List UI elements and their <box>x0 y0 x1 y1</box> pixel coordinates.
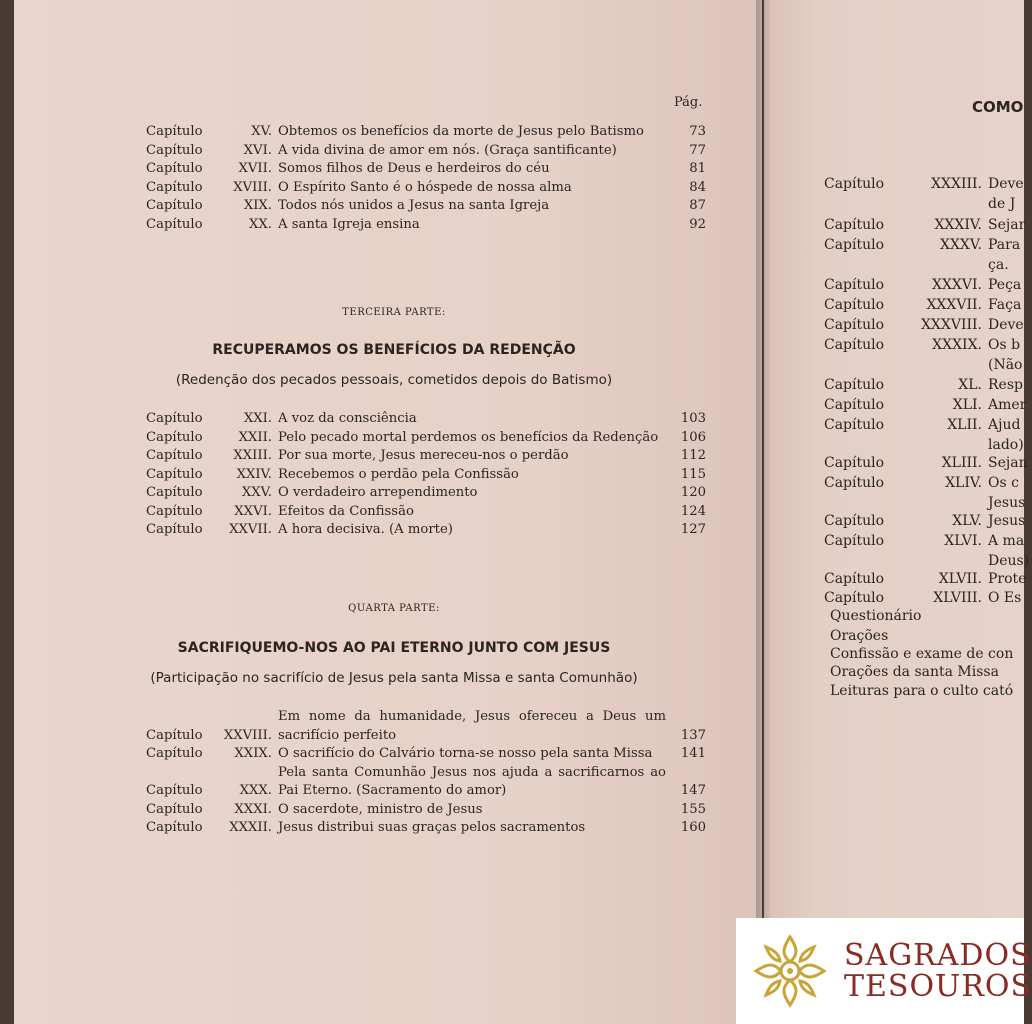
chapter-number: XX. <box>249 216 272 232</box>
toc-entry <box>146 216 706 235</box>
chapter-number: XVII. <box>238 161 272 176</box>
right-toc-entry <box>824 317 1024 333</box>
chapter-title-fragment: Faça <box>988 297 1022 313</box>
chapter-label: Capítulo <box>824 590 885 606</box>
chapter-number: XLVII. <box>938 571 982 587</box>
right-toc-entry <box>988 437 1024 453</box>
right-toc-entry <box>824 337 1020 353</box>
chapter-label: Capítulo <box>146 466 203 482</box>
chapter-title: Pelo pecado mortal perdemos os benefícios da Redenção <box>278 429 659 445</box>
page-number: 141 <box>680 746 706 761</box>
chapter-title: O verdadeiro arrependimento <box>278 485 478 500</box>
logo-line2: TESOUROS <box>844 969 1032 1004</box>
right-extra-entry: Confissão e exame de con <box>830 646 1014 662</box>
chapter-number: XXVII. <box>229 522 272 537</box>
right-toc-entry <box>824 571 1026 587</box>
right-toc-entry <box>988 553 1029 569</box>
chapter-title-fragment: (Não <box>988 357 1023 373</box>
right-toc-entry <box>988 196 1015 212</box>
chapter-title-fragment: Ajud <box>988 417 1021 433</box>
chapter-number: XXX. <box>239 783 272 798</box>
right-toc-entry <box>824 297 1021 313</box>
part4-title: SACRIFIQUEMO-NOS AO PAI ETERNO JUNTO COM JESUS <box>177 640 611 656</box>
chapter-label: Capítulo <box>824 571 885 587</box>
chapter-title: Recebemos o perdão pela Confissão <box>278 466 519 482</box>
chapter-label: Capítulo <box>824 475 885 491</box>
chapter-title-fragment: Deve <box>988 176 1024 192</box>
chapter-title: A hora decisiva. (A morte) <box>278 522 453 537</box>
chapter-number: XXXI. <box>234 801 272 817</box>
part3-label: TERCEIRA PARTE: <box>342 307 446 318</box>
right-toc-entry <box>824 277 1021 293</box>
toc-part4 <box>146 708 706 838</box>
chapter-number: XXII. <box>238 429 272 445</box>
chapter-number: XLVIII. <box>933 590 982 606</box>
toc-entry <box>146 819 706 838</box>
chapter-label: Capítulo <box>146 216 203 232</box>
chapter-title-fragment: Resp <box>988 377 1023 393</box>
chapter-number: XLV. <box>952 513 982 529</box>
chapter-label: Capítulo <box>824 317 885 333</box>
toc-entry <box>146 503 706 522</box>
chapter-label: Capítulo <box>824 297 885 313</box>
chapter-number: XXXIII. <box>931 176 982 192</box>
right-extra-entry: Orações <box>830 628 889 644</box>
right-toc-entry <box>824 475 1019 491</box>
page-number: 124 <box>680 503 706 519</box>
book-gutter <box>756 0 770 1024</box>
chapter-label: Capítulo <box>824 417 885 433</box>
chapter-number: XXIX. <box>234 746 272 761</box>
chapter-title-fragment: Os b <box>988 337 1021 353</box>
right-extra-entry: Questionário <box>830 608 922 624</box>
chapter-title: Pela santa Comunhão Jesus nos ajuda a sacrificarnos ao Pai Eterno. (Sacramento do amor) <box>278 764 666 798</box>
ornament-cross-icon <box>752 933 828 1009</box>
right-extra-entry: Leituras para o culto cató <box>830 683 1014 699</box>
toc-entry <box>146 745 706 764</box>
chapter-label: Capítulo <box>146 179 203 195</box>
right-page-header: COMO <box>972 98 1024 116</box>
page-number: 77 <box>689 142 706 158</box>
chapter-title: Efeitos da Confissão <box>278 503 414 519</box>
chapter-title: Obtemos os benefícios da morte de Jesus pelo Batismo <box>278 124 644 139</box>
chapter-title: Todos nós unidos a Jesus na santa Igreja <box>278 198 550 213</box>
chapter-title-fragment: Jesus <box>988 495 1026 511</box>
part3-subtitle: (Redenção dos pecados pessoais, cometidos depois do Batismo) <box>175 372 613 388</box>
page-number: 155 <box>680 801 706 817</box>
chapter-number: XXVIII. <box>223 727 272 743</box>
page-number: 84 <box>689 179 706 195</box>
toc-entry <box>146 197 706 216</box>
chapter-number: XXXIX. <box>932 337 982 353</box>
chapter-label: Capítulo <box>146 727 203 743</box>
chapter-title-fragment: Deus) <box>988 553 1030 569</box>
right-toc-entry <box>824 176 1024 192</box>
page-column-label: Pág. <box>674 95 703 110</box>
right-toc-entry <box>988 495 1025 511</box>
page-number: 81 <box>689 161 706 176</box>
toc-entry <box>146 521 706 540</box>
toc-entry <box>146 142 706 161</box>
chapter-title-fragment: lado) <box>988 437 1024 453</box>
right-toc-entry <box>824 590 1021 606</box>
chapter-title-fragment: O Es <box>988 590 1022 606</box>
chapter-number: XXV. <box>241 485 272 500</box>
chapter-title-fragment: de J <box>988 196 1016 212</box>
chapter-title: Somos filhos de Deus e herdeiros do céu <box>278 161 550 176</box>
page-number: 106 <box>680 429 706 445</box>
page-number: 112 <box>680 448 706 463</box>
chapter-title: O Espírito Santo é o hóspede de nossa alma <box>278 179 572 195</box>
chapter-title: A vida divina de amor em nós. (Graça santificante) <box>278 142 617 158</box>
chapter-label: Capítulo <box>824 237 885 253</box>
chapter-number: XXXII. <box>229 820 272 835</box>
chapter-number: XXI. <box>243 411 272 426</box>
right-page <box>764 0 1030 1024</box>
chapter-number: XXIV. <box>236 466 272 482</box>
toc-part3 <box>146 410 706 540</box>
page-number: 115 <box>680 466 706 482</box>
chapter-label: Capítulo <box>824 217 885 233</box>
toc-entry <box>146 160 706 179</box>
chapter-number: XVI. <box>243 142 272 158</box>
chapter-number: XXXVI. <box>932 277 982 293</box>
chapter-number: XL. <box>958 377 982 393</box>
page-number: 92 <box>689 216 706 232</box>
chapter-title: A santa Igreja ensina <box>278 216 420 232</box>
chapter-number: XXXIV. <box>934 217 982 233</box>
chapter-number: XLIII. <box>941 455 982 471</box>
chapter-label: Capítulo <box>146 820 203 835</box>
right-toc-entry <box>824 237 1020 253</box>
page-number: 103 <box>680 411 706 426</box>
toc-entry <box>146 466 706 485</box>
chapter-label: Capítulo <box>824 337 885 353</box>
chapter-number: XLIV. <box>945 475 982 491</box>
toc-entry <box>146 410 706 429</box>
page-number: 120 <box>680 485 706 500</box>
logo-line1: SAGRADOS <box>844 938 1032 973</box>
chapter-label: Capítulo <box>146 485 203 500</box>
toc-entry <box>146 179 706 198</box>
page-number: 160 <box>680 820 706 835</box>
chapter-title-fragment: Sejan <box>988 455 1028 471</box>
chapter-number: XXVI. <box>234 503 272 519</box>
right-toc-entry <box>824 377 1023 393</box>
chapter-label: Capítulo <box>146 522 203 537</box>
right-toc-entry <box>824 417 1020 433</box>
chapter-title-fragment: Peça <box>988 277 1022 293</box>
chapter-title-fragment: A ma <box>988 533 1025 549</box>
chapter-number: XXXVII. <box>926 297 982 313</box>
chapter-label: Capítulo <box>146 161 203 176</box>
right-toc-entry <box>824 455 1028 471</box>
chapter-label: Capítulo <box>146 142 203 158</box>
chapter-number: XXXV. <box>939 237 982 253</box>
toc-entry <box>146 123 706 142</box>
chapter-label: Capítulo <box>146 198 203 213</box>
right-toc-entry <box>824 513 1025 529</box>
chapter-number: XLI. <box>952 397 982 413</box>
chapter-title: Em nome da humanidade, Jesus ofereceu a Deus um sacrifício perfeito <box>278 709 666 743</box>
chapter-label: Capítulo <box>824 513 885 529</box>
chapter-title: Por sua morte, Jesus mereceu-nos o perdão <box>278 448 569 463</box>
chapter-title-fragment: Os c <box>988 475 1019 491</box>
right-toc-entry <box>824 533 1024 549</box>
page-number: 127 <box>680 522 706 537</box>
watermark-logo <box>736 918 1032 1024</box>
page-number: 147 <box>680 783 706 798</box>
part3-title: RECUPERAMOS OS BENEFÍCIOS DA REDENÇÃO <box>212 342 576 358</box>
chapter-number: XLVI. <box>944 533 982 549</box>
chapter-label: Capítulo <box>146 429 203 445</box>
chapter-title-fragment: Jesus <box>988 513 1026 529</box>
chapter-number: XXXVIII. <box>920 317 982 333</box>
toc-entry <box>146 764 706 801</box>
toc-entry <box>146 447 706 466</box>
right-toc-entry <box>824 217 1025 233</box>
chapter-number: XVIII. <box>233 179 272 195</box>
chapter-number: XV. <box>251 124 272 139</box>
chapter-label: Capítulo <box>824 277 885 293</box>
chapter-label: Capítulo <box>146 783 203 798</box>
right-toc-entry <box>988 257 1009 273</box>
chapter-title-fragment: Para <box>988 237 1021 253</box>
toc-entry <box>146 708 706 745</box>
chapter-label: Capítulo <box>146 801 203 817</box>
page-number: 87 <box>689 198 706 213</box>
chapter-label: Capítulo <box>146 124 203 139</box>
chapter-title-fragment: Deve <box>988 317 1024 333</box>
toc-entry <box>146 484 706 503</box>
chapter-number: XIX. <box>243 198 272 213</box>
chapter-title-fragment: Prote <box>988 571 1027 587</box>
page-number: 73 <box>689 124 706 139</box>
chapter-label: Capítulo <box>824 455 885 471</box>
part4-subtitle: (Participação no sacrifício de Jesus pela santa Missa e santa Comunhão) <box>150 670 638 686</box>
part4-label: QUARTA PARTE: <box>348 603 440 614</box>
chapter-number: XXIII. <box>233 448 272 463</box>
chapter-title: O sacrifício do Calvário torna-se nosso pela santa Missa <box>278 746 653 761</box>
toc-entry <box>146 429 706 448</box>
chapter-label: Capítulo <box>146 448 203 463</box>
chapter-title-fragment: Sejar <box>988 217 1026 233</box>
right-toc-entry <box>824 397 1026 413</box>
chapter-label: Capítulo <box>824 176 885 192</box>
chapter-title: O sacerdote, ministro de Jesus <box>278 801 483 817</box>
chapter-label: Capítulo <box>146 411 203 426</box>
chapter-label: Capítulo <box>146 746 203 761</box>
chapter-label: Capítulo <box>824 377 885 393</box>
right-extra-entry: Orações da santa Missa <box>830 664 999 680</box>
chapter-title-fragment: ça. <box>988 257 1009 273</box>
chapter-label: Capítulo <box>824 397 885 413</box>
toc-entry <box>146 801 706 820</box>
chapter-title: A voz da consciência <box>278 411 417 426</box>
chapter-label: Capítulo <box>146 503 203 519</box>
right-toc-entry <box>988 357 1023 373</box>
chapter-title-fragment: Amer <box>988 397 1027 413</box>
chapter-label: Capítulo <box>824 533 885 549</box>
chapter-title: Jesus distribui suas graças pelos sacramentos <box>278 820 586 835</box>
toc-part2 <box>146 123 706 234</box>
page-number: 137 <box>680 727 706 743</box>
chapter-number: XLII. <box>947 417 982 433</box>
